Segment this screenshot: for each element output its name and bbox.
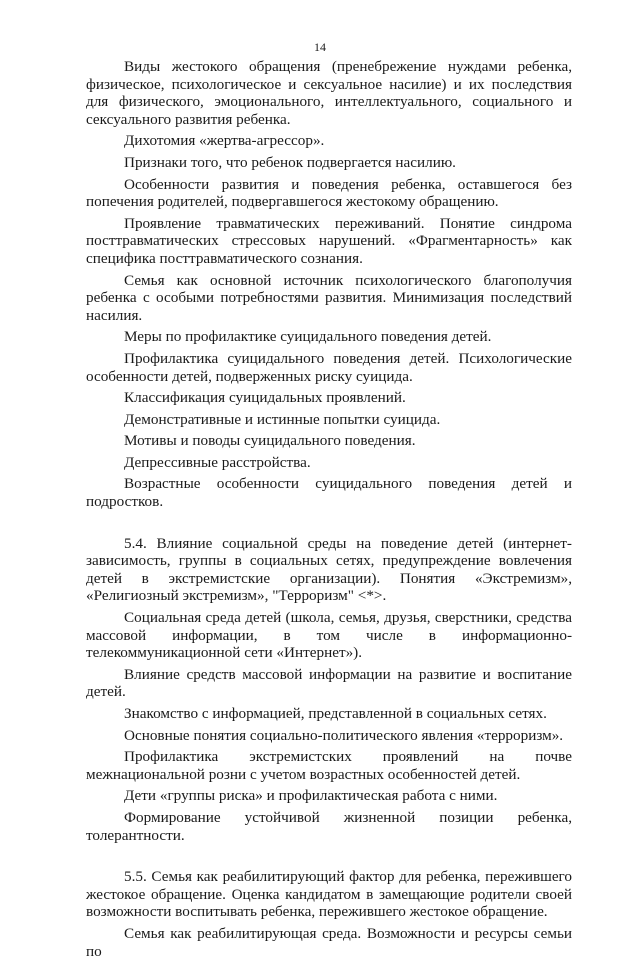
paragraph: Социальная среда детей (школа, семья, друзья, сверстники, средства массовой информации, в том числе в информационно-телекоммуникационной сети «Интернет»). xyxy=(86,609,572,662)
paragraph: Профилактика суицидального поведения детей. Психологические особенности детей, подверженных риску суицида. xyxy=(86,349,572,385)
paragraph: Мотивы и поводы суицидального поведения. xyxy=(124,432,416,450)
paragraph: Семья как реабилитирующая среда. Возможности и ресурсы семьи по xyxy=(86,924,572,960)
paragraph: Формирование устойчивой жизненной позиции ребенка, толерантности. xyxy=(86,808,572,844)
page-number: 14 xyxy=(314,40,326,54)
paragraph: Семья как основной источник психологического благополучия ребенка с особыми потребностями развития. Минимизация последствий насилия. xyxy=(86,271,572,324)
paragraph: Депрессивные расстройства. xyxy=(124,453,311,471)
paragraph: Виды жестокого обращения (пренебрежение нуждами ребенка, физическое, психологическое и сексуальное насилие) и их последствия для физического, эмоционального, интеллектуального, социального и сексуального развития ребенка. xyxy=(86,58,572,128)
paragraph: Особенности развития и поведения ребенка, оставшегося без попечения родителей, подвергавшегося жестокому обращению. xyxy=(86,175,572,211)
paragraph: Меры по профилактике суицидального поведения детей. xyxy=(124,328,492,346)
paragraph: Возрастные особенности суицидального поведения детей и подростков. xyxy=(86,475,572,511)
paragraph: Классификация суицидальных проявлений. xyxy=(124,389,406,407)
paragraph: Дихотомия «жертва-агрессор». xyxy=(124,132,325,150)
paragraph: Демонстративные и истинные попытки суицида. xyxy=(124,410,441,428)
paragraph: Дети «группы риска» и профилактическая работа с ними. xyxy=(124,787,498,805)
section-paragraph: 5.5. Семья как реабилитирующий фактор для ребенка, пережившего жестокое обращение. Оценка кандидатом в замещающие родители своей возможности воспитывать ребенка, пережившего жестокое обращение. xyxy=(86,868,572,921)
paragraph: Признаки того, что ребенок подвергается насилию. xyxy=(124,153,456,171)
paragraph: Проявление травматических переживаний. Понятие синдрома посттравматических стрессовых нарушений. «Фрагментарность» как специфика посттравматического сознания. xyxy=(86,214,572,267)
document-body xyxy=(86,58,572,960)
paragraph: Профилактика экстремистских проявлений на почве межнациональной розни с учетом возрастных особенностей детей. xyxy=(86,748,572,783)
paragraph: Основные понятия социально-политического явления «терроризм». xyxy=(124,726,564,744)
paragraph: Знакомство с информацией, представленной в социальных сетях. xyxy=(124,705,547,722)
section-paragraph: 5.4. Влияние социальной среды на поведение детей (интернет-зависимость, группы в социальных сетях, предупреждение вовлечения детей в экстремистские организации). Понятия «Экстремизм», «Религиозный экстремизм», "Терроризм" <*>. xyxy=(86,534,572,605)
paragraph: Влияние средств массовой информации на развитие и воспитание детей. xyxy=(86,665,572,701)
